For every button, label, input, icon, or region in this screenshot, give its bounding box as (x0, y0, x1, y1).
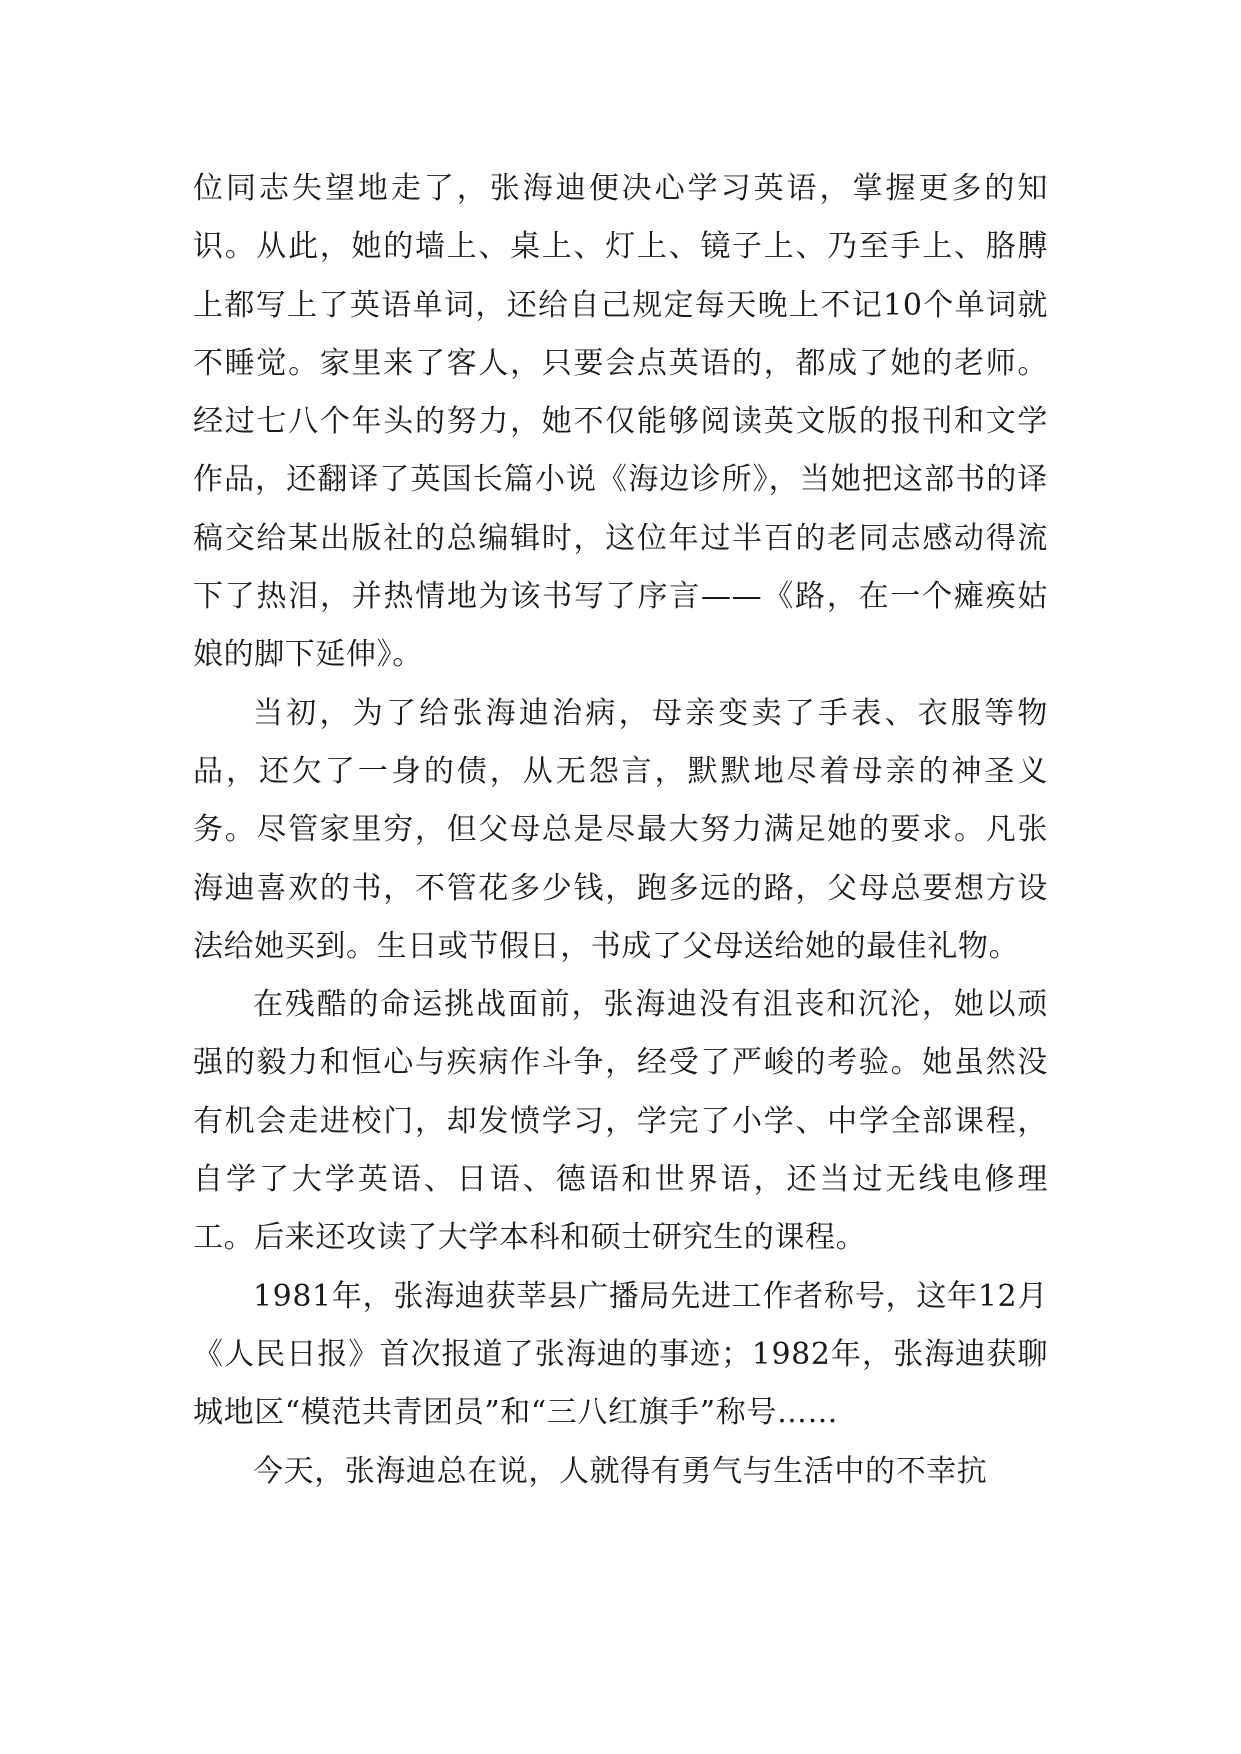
paragraph-3: 在残酷的命运挑战面前，张海迪没有沮丧和沉沦，她以顽强的毅力和恒心与疾病作斗争，经受了严峻的考验。她虽然没有机会走进校门，却发愤学习，学完了小学、中学全部课程，自学了大学英语、日语、德语和世界语，还当过无线电修理工。后来还攻读了大学本科和硕士研究生的课程。 (193, 987, 1048, 1256)
body-text (193, 160, 1048, 1501)
paragraph-1: 位同志失望地走了，张海迪便决心学习英语，掌握更多的知识。从此，她的墙上、桌上、灯上、镜子上、乃至手上、胳膊上都写上了英语单词，还给自己规定每天晚上不记10个单词就不睡觉。家里来了客人，只要会点英语的，都成了她的老师。经过七八个年头的努力，她不仅能够阅读英文版的报刊和文学作品，还翻译了英国长篇小说《海边诊所》，当她把这部书的译稿交给某出版社的总编辑时，这位年过半百的老同志感动得流下了热泪，并热情地为该书写了序言——《路，在一个瘫痪姑娘的脚下延伸》。 (193, 171, 1048, 673)
paragraph-5: 今天，张海迪总在说，人就得有勇气与生活中的不幸抗 (253, 1453, 988, 1489)
paragraph-4: 1981年，张海迪获莘县广播局先进工作者称号，这年12月《人民日报》首次报道了张海迪的事迹；1982年，张海迪获聊城地区“模范共青团员”和“三八红旗手”称号…… (193, 1278, 1048, 1431)
paragraph-2: 当初，为了给张海迪治病，母亲变卖了手表、衣服等物品，还欠了一身的债，从无怨言，默默地尽着母亲的神圣义务。尽管家里穷，但父母总是尽最大努力满足她的要求。凡张海迪喜欢的书，不管花多少钱，跑多远的路，父母总要想方设法给她买到。生日或节假日，书成了父母送给她的最佳礼物。 (193, 695, 1048, 964)
